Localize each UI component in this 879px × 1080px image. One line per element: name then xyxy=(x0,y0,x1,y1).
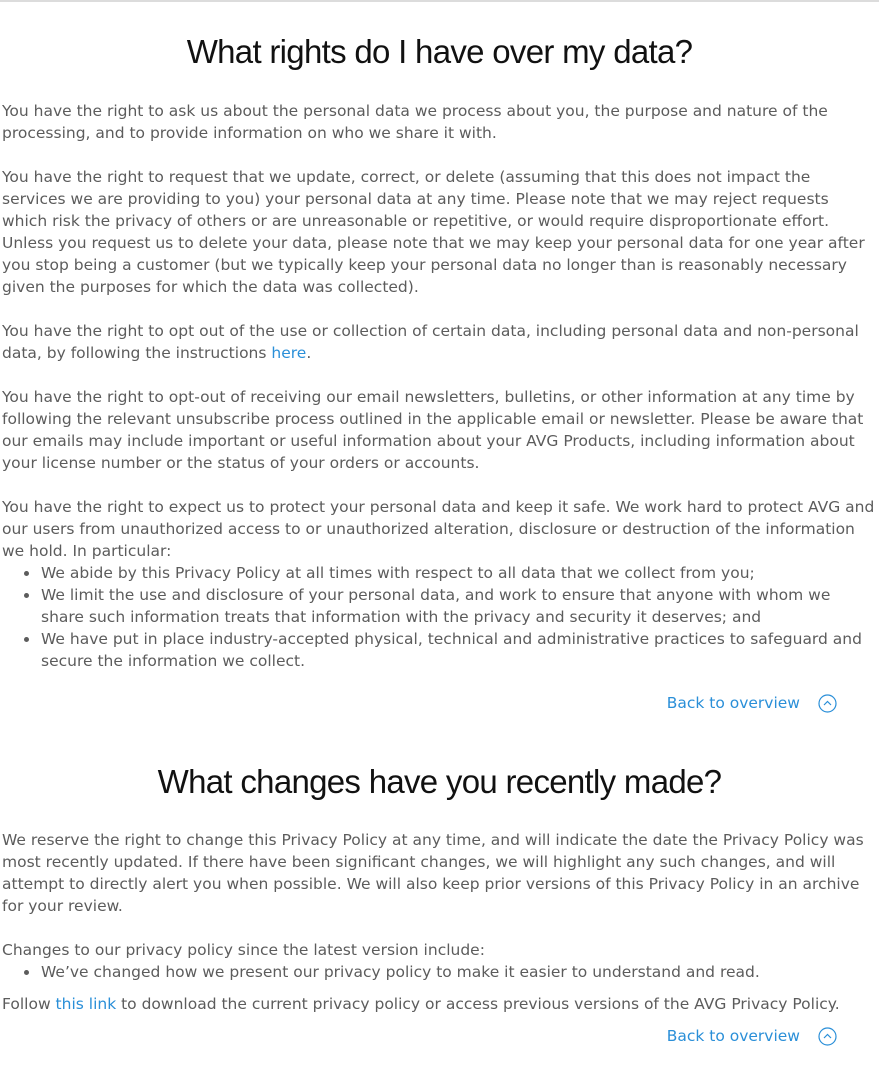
rights-paragraph-5: You have the right to expect us to protect your personal data and keep it safe. We work hard to protect AVG and our users from unauthorized access to or unauthorized alteration, disclosure or destruction of the information we hold. In particular: xyxy=(2,498,875,560)
rights-paragraph-3 xyxy=(2,320,877,364)
changes-section xyxy=(2,829,877,1015)
changes-paragraph-2: Changes to our privacy policy since the latest version include: xyxy=(2,941,485,959)
rights-paragraph-1: You have the right to ask us about the personal data we process about you, the purpose and nature of the processing, and to provide information on who we share it with. xyxy=(2,102,828,142)
list-item: We abide by this Privacy Policy at all times with respect to all data that we collect from you; xyxy=(41,562,877,584)
follow-link-paragraph xyxy=(2,993,877,1015)
rights-paragraph-2: You have the right to request that we update, correct, or delete (assuming that this does not impact the services we are providing to you) your personal data at any time. Please note that we may reject requests which risk the privacy of others or are unreasonable or repetitive, or would require disproportionate effort. Unless you request us to delete your data, please note that we may keep your personal data for one year after you stop being a customer (but we typically keep your personal data no longer than is reasonably necessary given the purposes for which the data was collected). xyxy=(2,168,865,296)
top-divider xyxy=(0,0,879,2)
opt-out-instructions-link[interactable]: here xyxy=(271,344,307,362)
changes-heading: What changes have you recently made? xyxy=(157,763,722,800)
rights-paragraph-4: You have the right to opt-out of receiving our email newsletters, bulletins, or other information at any time by following the relevant unsubscribe process outlined in the applicable email or newsletter. Please be aware that our emails may include important or useful information about your AVG Products, including information about your license number or the status of your orders or accounts. xyxy=(2,388,864,472)
list-item: We’ve changed how we present our privacy policy to make it easier to understand and read. xyxy=(41,961,877,983)
back-to-overview-label: Back to overview xyxy=(666,694,800,712)
list-item: We have put in place industry-accepted physical, technical and administrative practices to safeguard and secure the information we collect. xyxy=(41,628,877,672)
back-to-overview-label: Back to overview xyxy=(666,1027,800,1045)
follow-text: Follow xyxy=(2,995,56,1013)
changes-paragraph-1: We reserve the right to change this Privacy Policy at any time, and will indicate the date the Privacy Policy was most recently updated. If there have been significant changes, we will highlight any such changes, and will attempt to directly alert you when possible. We will also keep prior versions of this Privacy Policy in an archive for your review. xyxy=(2,831,864,915)
previous-versions-link[interactable]: this link xyxy=(55,995,117,1013)
follow-text-end: to download the current privacy policy or access previous versions of the AVG Privacy Policy. xyxy=(116,995,840,1013)
rights-section xyxy=(2,100,877,672)
changes-bullet-list xyxy=(2,961,877,983)
list-item: We limit the use and disclosure of your personal data, and work to ensure that anyone with whom we share such information treats that information with the privacy and security it deserves; and xyxy=(41,584,877,628)
chevron-up-circle-icon xyxy=(818,694,837,713)
rights-paragraph-3-text: You have the right to opt out of the use or collection of certain data, including personal data and non-personal data, by following the instructions xyxy=(2,322,859,362)
chevron-up-circle-icon xyxy=(818,1027,837,1046)
back-to-overview-link[interactable] xyxy=(667,692,837,714)
rights-paragraph-3-end: . xyxy=(306,344,312,362)
rights-heading: What rights do I have over my data? xyxy=(186,33,693,70)
rights-bullet-list xyxy=(2,562,877,672)
back-to-overview-link[interactable] xyxy=(667,1025,837,1047)
